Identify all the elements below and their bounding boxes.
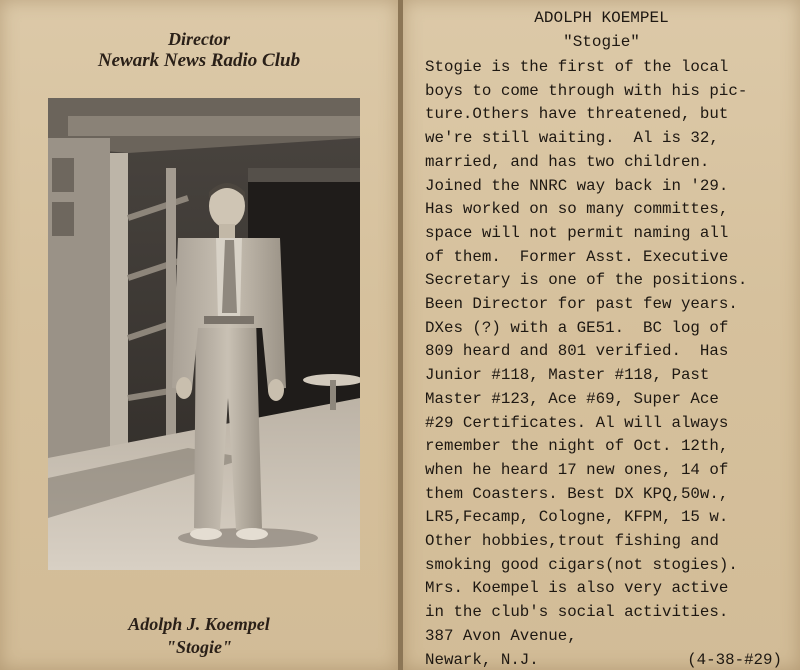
right-card	[403, 0, 800, 670]
bio-line-address: 387 Avon Avenue,	[425, 626, 577, 645]
photo-caption-name: Adolph J. Koempel	[128, 614, 270, 634]
left-card	[0, 0, 398, 670]
club-name: Newark News Radio Club	[97, 50, 301, 71]
bio-line: 809 heard and 801 verified. Has	[425, 342, 729, 361]
bio-line: Joined the NNRC way back in '29.	[425, 176, 729, 195]
bio-line: of them. Former Asst. Executive	[425, 247, 729, 266]
bio-line: Junior #118, Master #118, Past	[425, 366, 710, 385]
bio-line: we're still waiting. Al is 32,	[425, 129, 719, 148]
bio-line: boys to come through with his pic-	[425, 81, 748, 100]
bio-line: DXes (?) with a GE51. BC log of	[425, 318, 729, 337]
bio-line: remember the night of Oct. 12th,	[425, 437, 729, 456]
photo-caption-nickname: "Stogie"	[166, 637, 232, 657]
bio-line: ture.Others have threatened, but	[425, 105, 729, 124]
bio-line: Has worked on so many committes,	[425, 200, 729, 219]
photo-illustration	[48, 98, 360, 570]
address-city: Newark, N.J.	[425, 651, 539, 669]
bio-line: Other hobbies,trout fishing and	[425, 532, 719, 551]
director-title: Director	[168, 29, 230, 49]
bio-line: when he heard 17 new ones, 14 of	[425, 460, 729, 479]
bio-line: Been Director for past few years.	[425, 295, 738, 314]
bio-line: #29 Certificates. Al will always	[425, 413, 729, 432]
bio-line: space will not permit naming all	[425, 223, 729, 242]
bio-line: Master #123, Ace #69, Super Ace	[425, 389, 719, 408]
bio-line: Secretary is one of the positions.	[425, 271, 748, 290]
bio-line: Stogie is the first of the local	[425, 58, 729, 76]
bio-line: smoking good cigars(not stogies).	[425, 555, 738, 574]
member-photo	[48, 98, 360, 570]
issue-reference: (4-38-#29)	[687, 651, 782, 669]
member-nickname-heading: "Stogie"	[563, 33, 640, 51]
bio-line: LR5,Fecamp, Cologne, KFPM, 15 w.	[425, 508, 729, 527]
bio-line: in the club's social activities.	[425, 603, 729, 622]
biography-text	[425, 56, 795, 649]
bio-line: Mrs. Koempel is also very active	[425, 579, 729, 598]
bio-line: married, and has two children.	[425, 152, 710, 171]
bio-line: them Coasters. Best DX KPQ,50w.,	[425, 484, 729, 503]
member-name-heading: ADOLPH KOEMPEL	[534, 9, 669, 27]
